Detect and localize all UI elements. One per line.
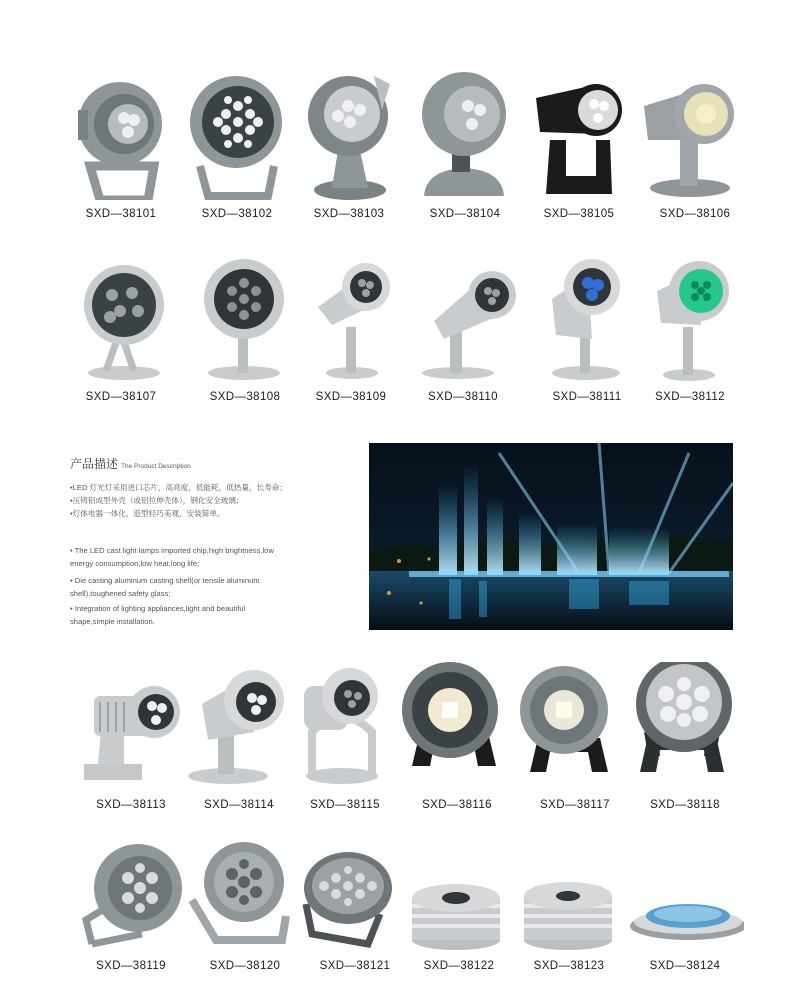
description-line: shape,simple installation. [70, 617, 155, 626]
floodlight-icon [178, 70, 296, 200]
product-code: SXD—38113 [96, 799, 166, 811]
spotlight-icon [180, 662, 298, 792]
product-code: SXD—38120 [209, 960, 281, 972]
floodlight-icon [516, 662, 634, 792]
description-line: • Die casting aluminum casting shell(or tensile aluminum [70, 576, 260, 585]
description-title-en: The Product Description [121, 463, 191, 470]
product-code: SXD—38118 [650, 799, 720, 811]
description-line: •LED 灯光灯采用进口芯片，高亮度，低能耗，低热量，长寿命； [70, 483, 287, 492]
product-code: SXD—38110 [428, 391, 498, 403]
description-line: • The LED cast light lamps imported chip,high brightness,low [70, 546, 274, 555]
product-code: SXD—38103 [313, 208, 385, 220]
description-line: •灯体电器一体化，造型轻巧美观，安装简单。 [70, 509, 225, 518]
floodlight-icon [626, 662, 744, 792]
spotlight-icon [186, 255, 304, 385]
product-row-2 [0, 255, 803, 415]
product-code: SXD—38111 [552, 391, 622, 403]
spotlight-icon [631, 255, 749, 385]
spotlight-icon [292, 255, 410, 385]
product-code: SXD—38102 [201, 208, 273, 220]
spotlight-icon [528, 255, 646, 385]
product-row-4 [0, 840, 803, 990]
description-line: • Integration of lighting appliances,light and beautiful [70, 604, 246, 613]
product-code: SXD—38115 [310, 799, 380, 811]
spotlight-icon [520, 70, 638, 200]
product-code: SXD—38104 [429, 208, 501, 220]
underwater-light-icon [400, 840, 518, 950]
product-code: SXD—38119 [96, 960, 166, 972]
floodlight-icon [398, 662, 516, 792]
floodlight-icon [186, 840, 304, 950]
product-code: SXD—38109 [315, 391, 387, 403]
product-code: SXD—38114 [204, 799, 274, 811]
underwater-light-icon [510, 840, 628, 950]
product-code: SXD—38123 [533, 960, 605, 972]
product-row-1 [0, 70, 803, 230]
product-code: SXD—38107 [85, 391, 157, 403]
product-code: SXD—38108 [209, 391, 281, 403]
description-line: shell),toughened safety glass; [70, 589, 171, 598]
description-title [70, 455, 191, 473]
product-code: SXD—38105 [543, 208, 615, 220]
product-code: SXD—38116 [422, 799, 492, 811]
spotlight-icon [290, 70, 408, 200]
product-row-3 [0, 662, 803, 822]
product-code: SXD—38101 [85, 208, 157, 220]
spotlight-icon [286, 662, 404, 792]
floodlight-icon [72, 840, 190, 950]
spotlight-icon [62, 255, 180, 385]
spotlight-icon [72, 662, 190, 792]
product-code: SXD—38121 [319, 960, 391, 972]
product-code: SXD—38124 [649, 960, 721, 972]
spotlight-icon [406, 70, 524, 200]
description-title-cn: 产品描述 [70, 457, 119, 471]
floodlight-icon [62, 70, 180, 200]
product-code: SXD—38117 [540, 799, 610, 811]
floodlight-icon [296, 840, 414, 950]
spotlight-icon [636, 70, 754, 200]
description-line: energy consumption,low heat,long life; [70, 559, 200, 568]
product-code: SXD—38112 [655, 391, 725, 403]
fountain-night-photo [369, 443, 733, 630]
product-code: SXD—38106 [659, 208, 731, 220]
underwater-light-icon [626, 840, 744, 950]
product-code: SXD—38122 [423, 960, 495, 972]
spotlight-icon [404, 255, 522, 385]
description-line: •压铸铝成型外壳（或铝拉伸壳体），钢化安全玻璃； [70, 496, 244, 505]
